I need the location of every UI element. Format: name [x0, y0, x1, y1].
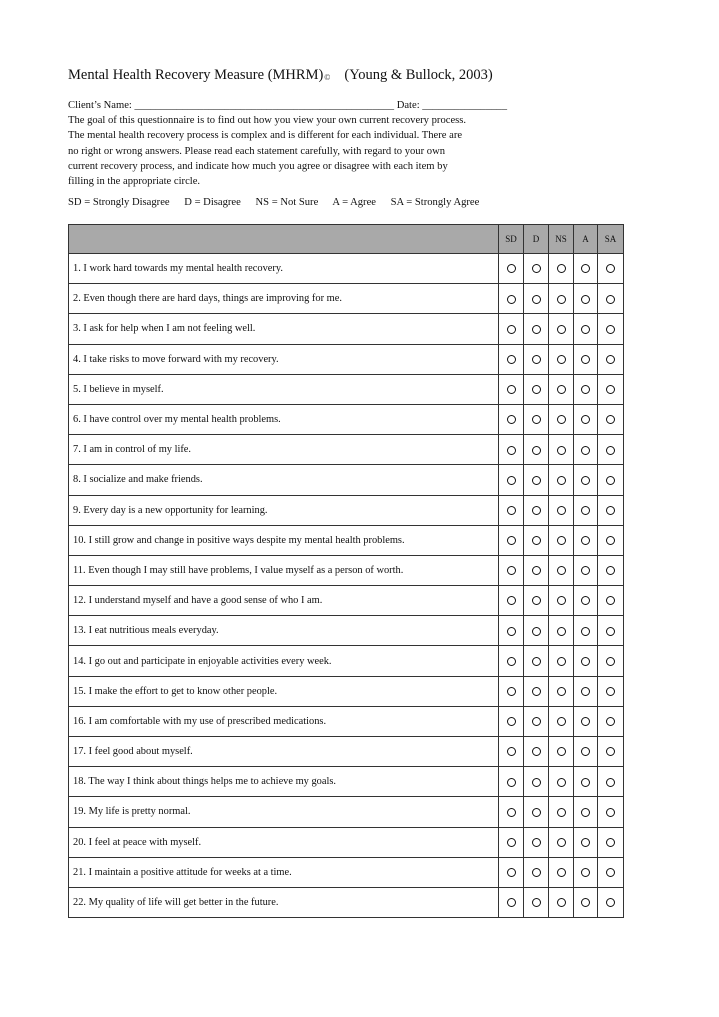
- option-cell-ns: [549, 767, 574, 797]
- option-cell-ns: [549, 254, 574, 284]
- option-cell-d: [524, 254, 549, 284]
- column-header-ns: NS: [549, 225, 574, 254]
- radio-circle-ns[interactable]: [557, 325, 566, 334]
- instruction-line: current recovery process, and indicate how much you agree or disagree with each item by: [68, 160, 448, 172]
- radio-circle-sd[interactable]: [507, 536, 516, 545]
- option-cell-sa: [598, 465, 624, 495]
- radio-circle-d[interactable]: [532, 385, 541, 394]
- radio-circle-sa[interactable]: [606, 325, 615, 334]
- option-cell-d: [524, 737, 549, 767]
- radio-circle-ns[interactable]: [557, 295, 566, 304]
- radio-circle-a[interactable]: [581, 355, 590, 364]
- option-cell-a: [574, 404, 598, 434]
- option-cell-d: [524, 344, 549, 374]
- radio-circle-a[interactable]: [581, 446, 590, 455]
- option-cell-a: [574, 887, 598, 917]
- radio-circle-sa[interactable]: [606, 838, 615, 847]
- option-cell-d: [524, 404, 549, 434]
- radio-circle-d[interactable]: [532, 868, 541, 877]
- option-cell-d: [524, 676, 549, 706]
- radio-circle-ns[interactable]: [557, 536, 566, 545]
- option-cell-a: [574, 767, 598, 797]
- radio-circle-sd[interactable]: [507, 747, 516, 756]
- table-row: [69, 344, 624, 374]
- radio-circle-ns[interactable]: [557, 596, 566, 605]
- column-header-sa: SA: [598, 225, 624, 254]
- option-cell-a: [574, 374, 598, 404]
- radio-circle-a[interactable]: [581, 898, 590, 907]
- radio-circle-a[interactable]: [581, 596, 590, 605]
- table-row: [69, 404, 624, 434]
- copyright-mark: ©: [324, 73, 331, 82]
- radio-circle-ns[interactable]: [557, 476, 566, 485]
- option-cell-d: [524, 465, 549, 495]
- column-header-sd: SD: [499, 225, 524, 254]
- radio-circle-a[interactable]: [581, 657, 590, 666]
- radio-circle-sd[interactable]: [507, 838, 516, 847]
- radio-circle-sa[interactable]: [606, 415, 615, 424]
- option-cell-sa: [598, 555, 624, 585]
- radio-circle-sd[interactable]: [507, 627, 516, 636]
- option-cell-sa: [598, 374, 624, 404]
- radio-circle-d[interactable]: [532, 687, 541, 696]
- radio-circle-a[interactable]: [581, 778, 590, 787]
- table-row: [69, 797, 624, 827]
- option-cell-ns: [549, 827, 574, 857]
- radio-circle-d[interactable]: [532, 808, 541, 817]
- option-cell-ns: [549, 706, 574, 736]
- option-cell-a: [574, 737, 598, 767]
- radio-circle-ns[interactable]: [557, 778, 566, 787]
- table-row: [69, 827, 624, 857]
- statement-text: 14. I go out and participate in enjoyable activities every week.: [69, 646, 499, 676]
- option-cell-sa: [598, 435, 624, 465]
- statement-text: 12. I understand myself and have a good sense of who I am.: [69, 586, 499, 616]
- option-cell-sd: [499, 495, 524, 525]
- radio-circle-d[interactable]: [532, 415, 541, 424]
- radio-circle-sa[interactable]: [606, 687, 615, 696]
- radio-circle-d[interactable]: [532, 264, 541, 273]
- scale-legend: [68, 197, 491, 208]
- radio-circle-d[interactable]: [532, 506, 541, 515]
- option-cell-sa: [598, 616, 624, 646]
- radio-circle-d[interactable]: [532, 446, 541, 455]
- option-cell-ns: [549, 616, 574, 646]
- radio-circle-d[interactable]: [532, 898, 541, 907]
- radio-circle-ns[interactable]: [557, 687, 566, 696]
- radio-circle-ns[interactable]: [557, 264, 566, 273]
- radio-circle-d[interactable]: [532, 566, 541, 575]
- radio-circle-sd[interactable]: [507, 596, 516, 605]
- option-cell-a: [574, 254, 598, 284]
- option-cell-sd: [499, 465, 524, 495]
- statement-text: 17. I feel good about myself.: [69, 737, 499, 767]
- option-cell-sa: [598, 737, 624, 767]
- radio-circle-sa[interactable]: [606, 476, 615, 485]
- instruction-line: The mental health recovery process is complex and is different for each individual. There are: [68, 130, 463, 142]
- option-cell-sa: [598, 676, 624, 706]
- option-cell-sa: [598, 857, 624, 887]
- option-cell-ns: [549, 284, 574, 314]
- radio-circle-a[interactable]: [581, 325, 590, 334]
- option-cell-d: [524, 857, 549, 887]
- client-name-date-line[interactable]: Client’s Name: _________________________________________________ Date: ________________: [68, 100, 508, 111]
- option-cell-sd: [499, 706, 524, 736]
- radio-circle-sa[interactable]: [606, 566, 615, 575]
- option-cell-sd: [499, 676, 524, 706]
- radio-circle-a[interactable]: [581, 838, 590, 847]
- rating-table: [68, 224, 624, 918]
- option-cell-ns: [549, 555, 574, 585]
- option-cell-ns: [549, 857, 574, 887]
- option-cell-a: [574, 344, 598, 374]
- option-cell-sd: [499, 344, 524, 374]
- table-row: [69, 555, 624, 585]
- radio-circle-d[interactable]: [532, 325, 541, 334]
- radio-circle-sa[interactable]: [606, 596, 615, 605]
- option-cell-sd: [499, 827, 524, 857]
- option-cell-sd: [499, 435, 524, 465]
- radio-circle-d[interactable]: [532, 536, 541, 545]
- radio-circle-ns[interactable]: [557, 506, 566, 515]
- radio-circle-sd[interactable]: [507, 264, 516, 273]
- option-cell-sd: [499, 284, 524, 314]
- radio-circle-sa[interactable]: [606, 446, 615, 455]
- radio-circle-d[interactable]: [532, 355, 541, 364]
- radio-circle-ns[interactable]: [557, 566, 566, 575]
- option-cell-a: [574, 616, 598, 646]
- radio-circle-d[interactable]: [532, 747, 541, 756]
- instruction-line: The goal of this questionnaire is to find out how you view your own current recovery process.: [68, 115, 467, 127]
- column-header-d: D: [524, 225, 549, 254]
- radio-circle-sd[interactable]: [507, 898, 516, 907]
- option-cell-sa: [598, 404, 624, 434]
- option-cell-sa: [598, 887, 624, 917]
- statement-text: 10. I still grow and change in positive ways despite my mental health problems.: [69, 525, 499, 555]
- radio-circle-sa[interactable]: [606, 868, 615, 877]
- radio-circle-d[interactable]: [532, 778, 541, 787]
- option-cell-d: [524, 495, 549, 525]
- legend-sa: SA = Strongly Agree: [390, 197, 480, 208]
- radio-circle-sd[interactable]: [507, 446, 516, 455]
- option-cell-ns: [549, 404, 574, 434]
- radio-circle-sa[interactable]: [606, 898, 615, 907]
- radio-circle-a[interactable]: [581, 868, 590, 877]
- option-cell-a: [574, 827, 598, 857]
- option-cell-a: [574, 314, 598, 344]
- option-cell-sd: [499, 797, 524, 827]
- radio-circle-d[interactable]: [532, 476, 541, 485]
- option-cell-sd: [499, 404, 524, 434]
- radio-circle-sa[interactable]: [606, 355, 615, 364]
- radio-circle-ns[interactable]: [557, 717, 566, 726]
- option-cell-sd: [499, 857, 524, 887]
- option-cell-d: [524, 284, 549, 314]
- option-cell-sa: [598, 344, 624, 374]
- option-cell-ns: [549, 586, 574, 616]
- option-cell-sa: [598, 797, 624, 827]
- radio-circle-ns[interactable]: [557, 385, 566, 394]
- title-text: Mental Health Recovery Measure (MHRM): [68, 67, 324, 83]
- table-row: [69, 737, 624, 767]
- radio-circle-sa[interactable]: [606, 264, 615, 273]
- radio-circle-sa[interactable]: [606, 627, 615, 636]
- option-cell-a: [574, 525, 598, 555]
- radio-circle-sa[interactable]: [606, 385, 615, 394]
- radio-circle-sd[interactable]: [507, 506, 516, 515]
- radio-circle-sd[interactable]: [507, 868, 516, 877]
- table-row: [69, 767, 624, 797]
- column-header-a: A: [574, 225, 598, 254]
- statement-text: 8. I socialize and make friends.: [69, 465, 499, 495]
- statement-text: 11. Even though I may still have problems, I value myself as a person of worth.: [69, 555, 499, 585]
- option-cell-sa: [598, 314, 624, 344]
- option-cell-a: [574, 797, 598, 827]
- option-cell-d: [524, 706, 549, 736]
- option-cell-sd: [499, 767, 524, 797]
- statement-text: 7. I am in control of my life.: [69, 435, 499, 465]
- option-cell-sa: [598, 284, 624, 314]
- option-cell-d: [524, 586, 549, 616]
- option-cell-ns: [549, 314, 574, 344]
- radio-circle-a[interactable]: [581, 808, 590, 817]
- radio-circle-sd[interactable]: [507, 355, 516, 364]
- radio-circle-sa[interactable]: [606, 536, 615, 545]
- option-cell-ns: [549, 676, 574, 706]
- radio-circle-sd[interactable]: [507, 778, 516, 787]
- option-cell-sd: [499, 586, 524, 616]
- option-cell-ns: [549, 374, 574, 404]
- radio-circle-d[interactable]: [532, 717, 541, 726]
- option-cell-sa: [598, 586, 624, 616]
- option-cell-sd: [499, 555, 524, 585]
- option-cell-a: [574, 857, 598, 887]
- option-cell-sd: [499, 254, 524, 284]
- option-cell-ns: [549, 465, 574, 495]
- table-row: [69, 887, 624, 917]
- radio-circle-sa[interactable]: [606, 657, 615, 666]
- legend-a: A = Agree: [332, 197, 376, 208]
- table-row: [69, 465, 624, 495]
- form-title: [68, 67, 493, 84]
- radio-circle-a[interactable]: [581, 295, 590, 304]
- statement-header: [69, 225, 499, 254]
- instruction-line: filling in the appropriate circle.: [68, 176, 201, 188]
- radio-circle-sa[interactable]: [606, 506, 615, 515]
- option-cell-sd: [499, 887, 524, 917]
- statement-text: 13. I eat nutritious meals everyday.: [69, 616, 499, 646]
- option-cell-sd: [499, 616, 524, 646]
- radio-circle-a[interactable]: [581, 506, 590, 515]
- statement-text: 22. My quality of life will get better in the future.: [69, 887, 499, 917]
- radio-circle-ns[interactable]: [557, 808, 566, 817]
- option-cell-a: [574, 586, 598, 616]
- author-citation: (Young & Bullock, 2003): [344, 67, 493, 83]
- option-cell-d: [524, 767, 549, 797]
- option-cell-sa: [598, 827, 624, 857]
- radio-circle-ns[interactable]: [557, 657, 566, 666]
- radio-circle-ns[interactable]: [557, 355, 566, 364]
- option-cell-a: [574, 284, 598, 314]
- option-cell-a: [574, 465, 598, 495]
- radio-circle-sa[interactable]: [606, 717, 615, 726]
- option-cell-sd: [499, 314, 524, 344]
- table-row: [69, 495, 624, 525]
- option-cell-sa: [598, 495, 624, 525]
- option-cell-sa: [598, 646, 624, 676]
- radio-circle-ns[interactable]: [557, 747, 566, 756]
- option-cell-sa: [598, 767, 624, 797]
- radio-circle-d[interactable]: [532, 838, 541, 847]
- radio-circle-a[interactable]: [581, 536, 590, 545]
- option-cell-d: [524, 525, 549, 555]
- statement-text: 18. The way I think about things helps me to achieve my goals.: [69, 767, 499, 797]
- statement-text: 15. I make the effort to get to know other people.: [69, 676, 499, 706]
- option-cell-d: [524, 435, 549, 465]
- legend-sd: SD = Strongly Disagree: [68, 197, 170, 208]
- radio-circle-sa[interactable]: [606, 808, 615, 817]
- radio-circle-sd[interactable]: [507, 295, 516, 304]
- radio-circle-d[interactable]: [532, 295, 541, 304]
- option-cell-sa: [598, 254, 624, 284]
- radio-circle-a[interactable]: [581, 627, 590, 636]
- option-cell-d: [524, 314, 549, 344]
- radio-circle-a[interactable]: [581, 264, 590, 273]
- table-row: [69, 314, 624, 344]
- table-row: [69, 254, 624, 284]
- table-row: [69, 646, 624, 676]
- radio-circle-a[interactable]: [581, 566, 590, 575]
- radio-circle-d[interactable]: [532, 657, 541, 666]
- option-cell-d: [524, 555, 549, 585]
- radio-circle-sa[interactable]: [606, 295, 615, 304]
- option-cell-ns: [549, 737, 574, 767]
- option-cell-sd: [499, 525, 524, 555]
- radio-circle-ns[interactable]: [557, 868, 566, 877]
- option-cell-sd: [499, 737, 524, 767]
- radio-circle-d[interactable]: [532, 596, 541, 605]
- table-row: [69, 857, 624, 887]
- option-cell-ns: [549, 797, 574, 827]
- statement-text: 5. I believe in myself.: [69, 374, 499, 404]
- statement-text: 3. I ask for help when I am not feeling well.: [69, 314, 499, 344]
- radio-circle-ns[interactable]: [557, 415, 566, 424]
- radio-circle-a[interactable]: [581, 385, 590, 394]
- statement-text: 20. I feel at peace with myself.: [69, 827, 499, 857]
- radio-circle-sa[interactable]: [606, 778, 615, 787]
- option-cell-ns: [549, 887, 574, 917]
- statement-text: 21. I maintain a positive attitude for weeks at a time.: [69, 857, 499, 887]
- instruction-line: no right or wrong answers. Please read each statement carefully, with regard to your own: [68, 145, 446, 157]
- option-cell-ns: [549, 495, 574, 525]
- option-cell-a: [574, 435, 598, 465]
- table-row: [69, 525, 624, 555]
- radio-circle-d[interactable]: [532, 627, 541, 636]
- option-cell-d: [524, 374, 549, 404]
- statement-text: 4. I take risks to move forward with my recovery.: [69, 344, 499, 374]
- statement-text: 2. Even though there are hard days, things are improving for me.: [69, 284, 499, 314]
- option-cell-a: [574, 495, 598, 525]
- option-cell-a: [574, 646, 598, 676]
- instructions: [68, 98, 588, 189]
- table-row: [69, 284, 624, 314]
- option-cell-a: [574, 555, 598, 585]
- option-cell-d: [524, 797, 549, 827]
- table-header-row: [69, 225, 624, 254]
- option-cell-ns: [549, 646, 574, 676]
- radio-circle-sd[interactable]: [507, 808, 516, 817]
- radio-circle-ns[interactable]: [557, 898, 566, 907]
- radio-circle-sd[interactable]: [507, 415, 516, 424]
- option-cell-d: [524, 887, 549, 917]
- option-cell-sd: [499, 646, 524, 676]
- radio-circle-sa[interactable]: [606, 747, 615, 756]
- option-cell-ns: [549, 344, 574, 374]
- radio-circle-sd[interactable]: [507, 657, 516, 666]
- legend-ns: NS = Not Sure: [255, 197, 319, 208]
- radio-circle-sd[interactable]: [507, 717, 516, 726]
- radio-circle-ns[interactable]: [557, 838, 566, 847]
- table-row: [69, 435, 624, 465]
- radio-circle-sd[interactable]: [507, 687, 516, 696]
- option-cell-sa: [598, 525, 624, 555]
- option-cell-ns: [549, 525, 574, 555]
- statement-text: 6. I have control over my mental health problems.: [69, 404, 499, 434]
- legend-d: D = Disagree: [184, 197, 241, 208]
- option-cell-a: [574, 706, 598, 736]
- option-cell-sd: [499, 374, 524, 404]
- radio-circle-ns[interactable]: [557, 627, 566, 636]
- radio-circle-ns[interactable]: [557, 446, 566, 455]
- table-row: [69, 586, 624, 616]
- radio-circle-a[interactable]: [581, 747, 590, 756]
- statement-text: 1. I work hard towards my mental health recovery.: [69, 254, 499, 284]
- radio-circle-sd[interactable]: [507, 476, 516, 485]
- table-row: [69, 706, 624, 736]
- table-row: [69, 676, 624, 706]
- statement-text: 9. Every day is a new opportunity for learning.: [69, 495, 499, 525]
- radio-circle-sd[interactable]: [507, 385, 516, 394]
- option-cell-d: [524, 646, 549, 676]
- table-row: [69, 374, 624, 404]
- radio-circle-a[interactable]: [581, 476, 590, 485]
- option-cell-d: [524, 827, 549, 857]
- statement-text: 19. My life is pretty normal.: [69, 797, 499, 827]
- table-row: [69, 616, 624, 646]
- radio-circle-sd[interactable]: [507, 566, 516, 575]
- radio-circle-a[interactable]: [581, 687, 590, 696]
- option-cell-ns: [549, 435, 574, 465]
- option-cell-a: [574, 676, 598, 706]
- option-cell-sa: [598, 706, 624, 736]
- statement-text: 16. I am comfortable with my use of prescribed medications.: [69, 706, 499, 736]
- radio-circle-a[interactable]: [581, 717, 590, 726]
- option-cell-d: [524, 616, 549, 646]
- radio-circle-a[interactable]: [581, 415, 590, 424]
- radio-circle-sd[interactable]: [507, 325, 516, 334]
